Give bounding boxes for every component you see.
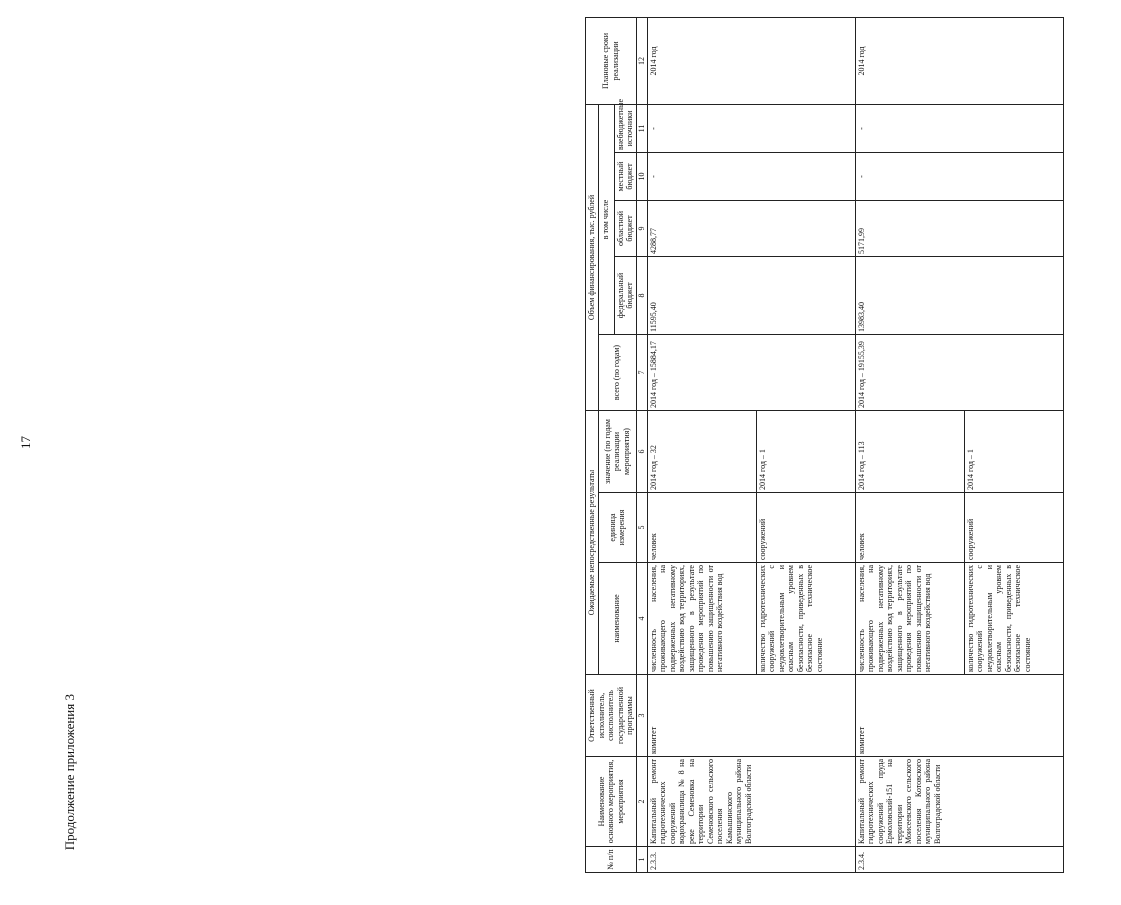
result-name: количество гидротехнических сооружений с неудовлетворительным и опасным уровнем безопасности, приведенных в безопасное техническое состояние	[756, 563, 855, 675]
header-no: № п/п	[586, 847, 637, 873]
finance-local: -	[855, 153, 1063, 201]
col-num: 2	[636, 757, 647, 847]
row-term: 2014 год	[855, 17, 1063, 104]
header-local: местный бюджет	[614, 153, 636, 201]
result-name: количество гидротехнических сооружений с неудовлетворительным и опасным уровнем безопасности, приведенных в безопасное техническое состояние	[964, 563, 1063, 675]
col-num: 9	[636, 201, 647, 257]
row-no: 2.3.3.	[647, 847, 855, 873]
program-table	[585, 17, 1064, 873]
header-extra: внебюджетные источники	[614, 104, 636, 152]
finance-federal: 13983,40	[855, 257, 1063, 335]
row-no: 2.3.4.	[855, 847, 1063, 873]
header-federal: федеральный бюджет	[614, 257, 636, 335]
col-num: 4	[636, 563, 647, 675]
table-row	[647, 17, 756, 872]
finance-regional: 4288,77	[647, 201, 855, 257]
row-term: 2014 год	[647, 17, 855, 104]
col-num: 11	[636, 104, 647, 152]
finance-local: -	[647, 153, 855, 201]
header-finance: Объем финансирования, тыс. рублей	[586, 104, 599, 410]
result-value: 2014 год – 1	[964, 411, 1063, 493]
col-num: 10	[636, 153, 647, 201]
col-num: 5	[636, 493, 647, 563]
col-num: 3	[636, 675, 647, 757]
column-numbers-row	[636, 17, 647, 872]
col-num: 1	[636, 847, 647, 873]
continuation-header	[56, 0, 78, 905]
col-num: 12	[636, 17, 647, 104]
header-unit: единица измерения	[598, 493, 636, 563]
header-total: всего (по годам)	[598, 335, 636, 411]
header-incl: в том числе	[598, 104, 614, 334]
header-name: Наименование основного мероприятия, мероприятия	[586, 757, 637, 847]
col-num: 6	[636, 411, 647, 493]
result-name: численность населения, проживающего на подверженных негативному воздействию вод территориях, защищенного в результате проведения мероприятий по повышению защищенности от негативного воздействия вод	[647, 563, 756, 675]
finance-extra: -	[647, 104, 855, 152]
result-unit: сооружений	[964, 493, 1063, 563]
result-unit: сооружений	[756, 493, 855, 563]
header-results: Ожидаемые непосредственные результаты	[586, 411, 599, 675]
finance-extra: -	[855, 104, 1063, 152]
header-value: значение (по годам реализации мероприятия)	[598, 411, 636, 493]
header-regional: областной бюджет	[614, 201, 636, 257]
row-name: Капитальный ремонт гидротехнических сооружений водохранилища № 8 на реке Семеновка на территории Семеновского сельского поселения Камышинского муниципального района Волгоградской области	[647, 757, 855, 847]
result-unit: человек	[855, 493, 964, 563]
header-responsible: Ответственный исполнитель, соисполнитель государственной программы	[586, 675, 637, 757]
finance-total: 2014 год – 15884,17	[647, 335, 855, 411]
result-name: численность населения, проживающего на подверженных негативному воздействию вод территориях, защищенного в результате проведения мероприятий по повышению защищенности от негативного воздействия вод	[855, 563, 964, 675]
finance-regional: 5171,99	[855, 201, 1063, 257]
page-number: 17	[18, 436, 33, 449]
row-name: Капитальный ремонт гидротехнических сооружений пруда Ермоловский-151 на территории Моисеевского сельского поселения Котовского муниципального района Волгоградской области	[855, 757, 1063, 847]
header-result-name: наименование	[598, 563, 636, 675]
result-value: 2014 год – 32	[647, 411, 756, 493]
rotated-table-container	[585, 18, 1121, 873]
result-value: 2014 год – 1	[756, 411, 855, 493]
result-unit: человек	[647, 493, 756, 563]
table-row	[855, 17, 964, 872]
col-num: 8	[636, 257, 647, 335]
col-num: 7	[636, 335, 647, 411]
row-responsible: комитет	[855, 675, 1063, 757]
header-terms: Плановые сроки реализации	[586, 17, 637, 104]
finance-federal: 11595,40	[647, 257, 855, 335]
row-responsible: комитет	[647, 675, 855, 757]
result-value: 2014 год – 113	[855, 411, 964, 493]
finance-total: 2014 год – 19155,39	[855, 335, 1063, 411]
continuation-text: Продолжение приложения 3	[62, 693, 77, 850]
